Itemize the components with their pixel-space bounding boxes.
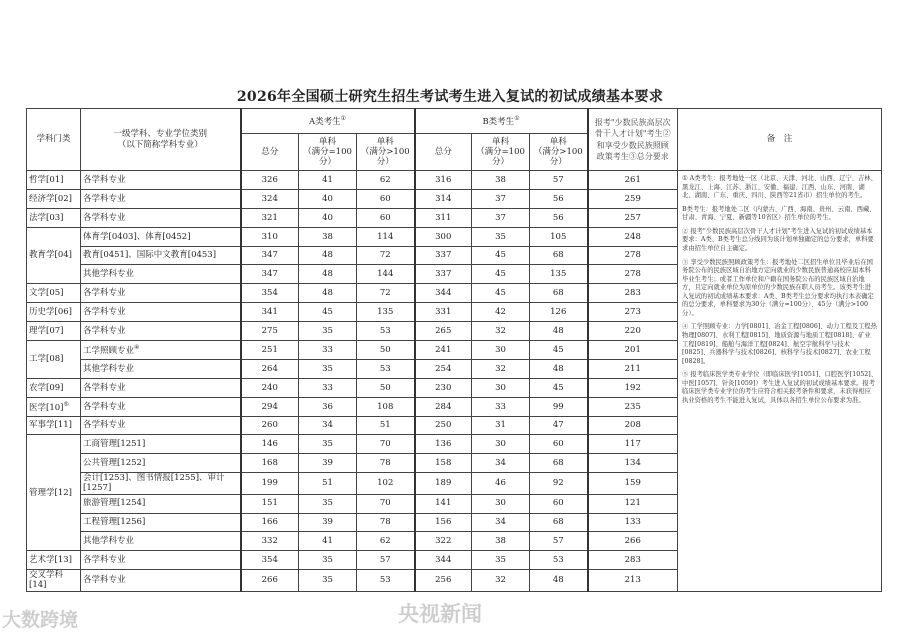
a-single100-cell: 40 — [299, 208, 357, 227]
a-single100-cell: 39 — [299, 454, 357, 473]
a-total-cell: 260 — [241, 416, 299, 435]
special-total-cell: 211 — [588, 359, 678, 378]
major-cell: 其他学科专业 — [81, 265, 241, 284]
a-single100-cell: 35 — [299, 359, 357, 378]
a-single100-gt-cell: 144 — [357, 265, 415, 284]
major-cell: 工商管理[1251] — [81, 435, 241, 454]
a-single100-gt-cell: 51 — [357, 416, 415, 435]
major-cell: 体育学[0403]、体育[0452] — [81, 227, 241, 246]
a-total-cell: 146 — [241, 435, 299, 454]
b-single100-cell: 32 — [472, 322, 530, 341]
a-total-cell: 166 — [241, 513, 299, 532]
discipline-cell: 交叉学科[14] — [27, 570, 81, 591]
b-total-cell: 256 — [415, 570, 472, 591]
b-single100-cell: 45 — [472, 284, 530, 303]
b-total-cell: 314 — [415, 189, 472, 208]
a-single100-cell: 39 — [299, 513, 357, 532]
special-total-cell: 278 — [588, 246, 678, 265]
a-single100-gt-cell: 50 — [357, 378, 415, 397]
major-cell: 旅游管理[1254] — [81, 494, 241, 513]
b-total-cell: 265 — [415, 322, 472, 341]
b-single100-cell: 30 — [472, 494, 530, 513]
special-total-cell: 121 — [588, 494, 678, 513]
b-single100-cell: 34 — [472, 513, 530, 532]
note-paragraph: ② 报考"少数民族高层次骨干人才计划"考生进入复试的初试成绩基本要求：A类、B类考生总分线同为该计划单独确定的总分要求，单科要求由招生单位自主确定。 — [682, 227, 874, 252]
a-single100-cell: 35 — [299, 570, 357, 591]
watermark-left: 大数跨境 — [2, 609, 79, 631]
a-single100-gt-cell: 78 — [357, 513, 415, 532]
a-single100-gt-cell: 135 — [357, 303, 415, 322]
b-single100-cell: 34 — [472, 454, 530, 473]
a-single100-cell: 41 — [299, 532, 357, 551]
note-paragraph: B类考生：报考地处二区（内蒙古、广西、海南、贵州、云南、西藏、甘肃、青海、宁夏、新疆等10省区）招生单位的考生。 — [682, 205, 876, 222]
b-total-cell: 322 — [415, 532, 472, 551]
b-single100-gt-cell: 45 — [530, 378, 588, 397]
a-single100-gt-cell: 57 — [357, 551, 415, 570]
a-total-cell: 266 — [241, 570, 299, 591]
b-total-cell: 156 — [415, 513, 472, 532]
b-total-cell: 337 — [415, 265, 472, 284]
special-total-cell: 220 — [588, 322, 678, 341]
b-total-cell: 344 — [415, 551, 472, 570]
b-single100-cell: 30 — [472, 435, 530, 454]
b-single100-gt-cell: 57 — [530, 532, 588, 551]
special-total-cell: 235 — [588, 397, 678, 416]
a-single100-cell: 33 — [299, 378, 357, 397]
b-single100-cell: 30 — [472, 341, 530, 360]
header-b-total: 总分 — [415, 134, 472, 171]
b-single100-gt-cell: 126 — [530, 303, 588, 322]
b-single100-cell: 42 — [472, 303, 530, 322]
a-total-cell: 151 — [241, 494, 299, 513]
b-single100-gt-cell: 57 — [530, 171, 588, 190]
special-total-cell: 134 — [588, 454, 678, 473]
special-total-cell: 117 — [588, 435, 678, 454]
b-single100-gt-cell: 135 — [530, 265, 588, 284]
note-paragraph: ③ 享受少数民族照顾政策考生：报考地处二区招生单位且毕业后在国务院公布的民族区域自治地方定向就业的少数民族普通高校应届本科毕业生考生；或者工作单位和户籍在国务院公布的民族区域自治地方，且定向就业单位为原单位的少数民族在职人员考生。该类考生进入复试的初试成绩基本要求：A类、B类考生总分要求均执行本表确定的总分要求，单科要求为30分（满分=100分）、45分（满分>100分）。 — [682, 258, 874, 317]
special-total-cell: 283 — [588, 551, 678, 570]
a-single100-gt-cell: 53 — [357, 322, 415, 341]
b-total-cell: 331 — [415, 303, 472, 322]
major-cell: 公共管理[1252] — [81, 454, 241, 473]
a-single100-gt-cell: 60 — [357, 189, 415, 208]
b-total-cell: 241 — [415, 341, 472, 360]
discipline-cell: 理学[07] — [27, 322, 81, 341]
b-single100-cell: 31 — [472, 416, 530, 435]
major-cell: 各学科专业 — [81, 378, 241, 397]
b-total-cell: 316 — [415, 171, 472, 190]
b-single100-gt-cell: 48 — [530, 570, 588, 591]
b-total-cell: 311 — [415, 208, 472, 227]
major-cell: 各学科专业 — [81, 284, 241, 303]
b-total-cell: 300 — [415, 227, 472, 246]
major-cell: 各学科专业 — [81, 189, 241, 208]
special-total-cell: 278 — [588, 265, 678, 284]
a-single100-cell: 45 — [299, 303, 357, 322]
b-single100-gt-cell: 45 — [530, 341, 588, 360]
special-total-cell: 208 — [588, 416, 678, 435]
table-row — [27, 171, 882, 190]
b-single100-gt-cell: 48 — [530, 322, 588, 341]
a-total-cell: 199 — [241, 473, 299, 494]
b-single100-cell: 37 — [472, 189, 530, 208]
a-single100-gt-cell: 62 — [357, 532, 415, 551]
b-single100-gt-cell: 68 — [530, 284, 588, 303]
a-total-cell: 310 — [241, 227, 299, 246]
b-single100-cell: 35 — [472, 551, 530, 570]
b-single100-cell: 45 — [472, 246, 530, 265]
b-single100-cell: 38 — [472, 171, 530, 190]
b-single100-cell: 37 — [472, 208, 530, 227]
a-single100-gt-cell: 114 — [357, 227, 415, 246]
major-cell: 工程管理[1256] — [81, 513, 241, 532]
a-single100-gt-cell: 70 — [357, 435, 415, 454]
major-cell: 会计[1253]、图书情报[1255]、审计[1257] — [81, 473, 241, 494]
discipline-cell: 教育学[04] — [27, 227, 81, 284]
a-single100-gt-cell: 53 — [357, 570, 415, 591]
major-cell: 各学科专业 — [81, 208, 241, 227]
a-single100-cell: 35 — [299, 435, 357, 454]
b-single100-cell: 38 — [472, 532, 530, 551]
b-single100-gt-cell: 60 — [530, 494, 588, 513]
a-single100-gt-cell: 53 — [357, 359, 415, 378]
b-total-cell: 344 — [415, 284, 472, 303]
a-single100-cell: 36 — [299, 397, 357, 416]
header-zone-b: B类考生① — [415, 109, 588, 134]
header-a-single100-gt: 单科 （满分>100分） — [357, 134, 415, 171]
b-single100-gt-cell: 68 — [530, 246, 588, 265]
major-cell: 各学科专业 — [81, 322, 241, 341]
discipline-cell: 经济学[02] — [27, 189, 81, 208]
special-total-cell: 283 — [588, 284, 678, 303]
a-single100-cell: 40 — [299, 189, 357, 208]
b-total-cell: 158 — [415, 454, 472, 473]
a-total-cell: 251 — [241, 341, 299, 360]
b-total-cell: 230 — [415, 378, 472, 397]
major-cell: 各学科专业 — [81, 397, 241, 416]
a-total-cell: 354 — [241, 284, 299, 303]
header-b-single100: 单科 （满分=100分） — [472, 134, 530, 171]
b-total-cell: 337 — [415, 246, 472, 265]
b-single100-gt-cell: 56 — [530, 208, 588, 227]
special-total-cell: 201 — [588, 341, 678, 360]
special-total-cell: 257 — [588, 208, 678, 227]
b-total-cell: 136 — [415, 435, 472, 454]
a-single100-cell: 35 — [299, 551, 357, 570]
b-single100-gt-cell: 92 — [530, 473, 588, 494]
a-total-cell: 264 — [241, 359, 299, 378]
note-paragraph: ④ 工学照顾专业：力学[0801]、冶金工程[0806]、动力工程及工程热物理[0807]、水利工程[0815]、地质资源与地质工程[0818]、矿业工程[0819]、船舶与海洋工程[0824]、航空宇航科学与技术[0825]、兵器科学与技术[0826]、核科学与技术[0827]、农业工程[0828]。 — [682, 323, 878, 365]
a-single100-gt-cell: 70 — [357, 494, 415, 513]
a-single100-gt-cell: 62 — [357, 171, 415, 190]
a-single100-cell: 41 — [299, 171, 357, 190]
b-single100-cell: 35 — [472, 227, 530, 246]
b-total-cell: 254 — [415, 359, 472, 378]
a-total-cell: 332 — [241, 532, 299, 551]
special-total-cell: 259 — [588, 189, 678, 208]
a-total-cell: 240 — [241, 378, 299, 397]
b-total-cell: 250 — [415, 416, 472, 435]
header-discipline: 学科门类 — [27, 109, 81, 171]
b-single100-gt-cell: 48 — [530, 359, 588, 378]
a-total-cell: 168 — [241, 454, 299, 473]
a-single100-gt-cell: 108 — [357, 397, 415, 416]
discipline-cell: 医学[10]⑤ — [27, 397, 81, 416]
special-total-cell: 248 — [588, 227, 678, 246]
discipline-cell: 哲学[01] — [27, 171, 81, 190]
note-paragraph: ① A类考生：报考地处一区（北京、天津、河北、山西、辽宁、吉林、黑龙江、上海、江苏、浙江、安徽、福建、江西、山东、河南、湖北、湖南、广东、重庆、四川、陕西等21省市）招生单位的考生。 — [682, 175, 877, 200]
major-cell: 各学科专业 — [81, 416, 241, 435]
watermark-center: 央视新闻 — [398, 602, 482, 626]
a-single100-cell: 35 — [299, 322, 357, 341]
header-special: 报考"少数民族高层次骨干人才计划"考生②和享受少数民族照顾政策考生③总分要求 — [588, 109, 678, 171]
page-title: 2026年全国硕士研究生招生考试考生进入复试的初试成绩基本要求 — [236, 89, 664, 105]
b-single100-gt-cell: 47 — [530, 416, 588, 435]
a-single100-gt-cell: 50 — [357, 341, 415, 360]
b-single100-cell: 32 — [472, 359, 530, 378]
a-total-cell: 321 — [241, 208, 299, 227]
b-total-cell: 189 — [415, 473, 472, 494]
major-cell: 教育[0451]、国际中文教育[0453] — [81, 246, 241, 265]
a-total-cell: 326 — [241, 171, 299, 190]
b-single100-gt-cell: 68 — [530, 454, 588, 473]
note-paragraph: ⑤ 报考临床医学类专业学位（即临床医学[1051]、口腔医学[1052]、中医[1057]、针灸[1059]）考生进入复试的初试成绩基本要求。报考临床医学类专业学位的考生应符合相关报考条件和要求，未获得相应执业资格的考生不能进入复试，具体以各招生单位公布要求为准。 — [682, 371, 878, 404]
special-total-cell: 133 — [588, 513, 678, 532]
a-total-cell: 324 — [241, 189, 299, 208]
a-total-cell: 275 — [241, 322, 299, 341]
header-zone-a: A类考生① — [241, 109, 415, 134]
a-single100-cell: 33 — [299, 341, 357, 360]
major-cell: 各学科专业 — [81, 303, 241, 322]
major-cell: 各学科专业 — [81, 171, 241, 190]
a-single100-gt-cell: 60 — [357, 208, 415, 227]
b-single100-gt-cell: 105 — [530, 227, 588, 246]
a-total-cell: 347 — [241, 246, 299, 265]
b-single100-gt-cell: 99 — [530, 397, 588, 416]
header-notes: 备 注 — [678, 109, 882, 171]
special-total-cell: 213 — [588, 570, 678, 591]
b-single100-gt-cell: 56 — [530, 189, 588, 208]
a-single100-cell: 38 — [299, 227, 357, 246]
b-single100-gt-cell: 60 — [530, 435, 588, 454]
special-total-cell: 266 — [588, 532, 678, 551]
discipline-cell: 工学[08] — [27, 341, 81, 379]
b-total-cell: 141 — [415, 494, 472, 513]
major-cell: 其他学科专业 — [81, 359, 241, 378]
b-single100-cell: 33 — [472, 397, 530, 416]
b-single100-cell: 30 — [472, 378, 530, 397]
a-single100-gt-cell: 72 — [357, 246, 415, 265]
a-single100-cell: 34 — [299, 416, 357, 435]
discipline-cell: 农学[09] — [27, 378, 81, 397]
header-a-single100: 单科 （满分=100分） — [299, 134, 357, 171]
discipline-cell: 历史学[06] — [27, 303, 81, 322]
a-total-cell: 354 — [241, 551, 299, 570]
special-total-cell: 273 — [588, 303, 678, 322]
a-single100-gt-cell: 72 — [357, 284, 415, 303]
a-total-cell: 294 — [241, 397, 299, 416]
major-cell: 其他学科专业 — [81, 532, 241, 551]
notes-cell — [678, 171, 882, 592]
header-major: 一级学科、专业学位类别 （以下简称学科专业） — [81, 109, 241, 171]
b-single100-cell: 32 — [472, 570, 530, 591]
special-total-cell: 159 — [588, 473, 678, 494]
discipline-cell: 文学[05] — [27, 284, 81, 303]
special-total-cell: 192 — [588, 378, 678, 397]
b-total-cell: 284 — [415, 397, 472, 416]
special-total-cell: 261 — [588, 171, 678, 190]
header-a-total: 总分 — [241, 134, 299, 171]
score-table — [26, 108, 882, 592]
major-cell: 工学照顾专业④ — [81, 341, 241, 360]
table-body — [27, 171, 882, 592]
discipline-cell: 管理学[12] — [27, 435, 81, 551]
discipline-cell: 军事学[11] — [27, 416, 81, 435]
a-single100-cell: 51 — [299, 473, 357, 494]
a-single100-gt-cell: 78 — [357, 454, 415, 473]
discipline-cell: 艺术学[13] — [27, 551, 81, 570]
b-single100-gt-cell: 68 — [530, 513, 588, 532]
a-single100-cell: 35 — [299, 494, 357, 513]
major-cell: 各学科专业 — [81, 570, 241, 591]
a-single100-cell: 48 — [299, 265, 357, 284]
a-single100-gt-cell: 102 — [357, 473, 415, 494]
major-cell: 各学科专业 — [81, 551, 241, 570]
discipline-cell: 法学[03] — [27, 208, 81, 227]
a-total-cell: 341 — [241, 303, 299, 322]
a-single100-cell: 48 — [299, 246, 357, 265]
a-total-cell: 347 — [241, 265, 299, 284]
b-single100-gt-cell: 53 — [530, 551, 588, 570]
b-single100-cell: 45 — [472, 265, 530, 284]
a-single100-cell: 48 — [299, 284, 357, 303]
b-single100-cell: 46 — [472, 473, 530, 494]
header-b-single100-gt: 单科 （满分>100分） — [530, 134, 588, 171]
